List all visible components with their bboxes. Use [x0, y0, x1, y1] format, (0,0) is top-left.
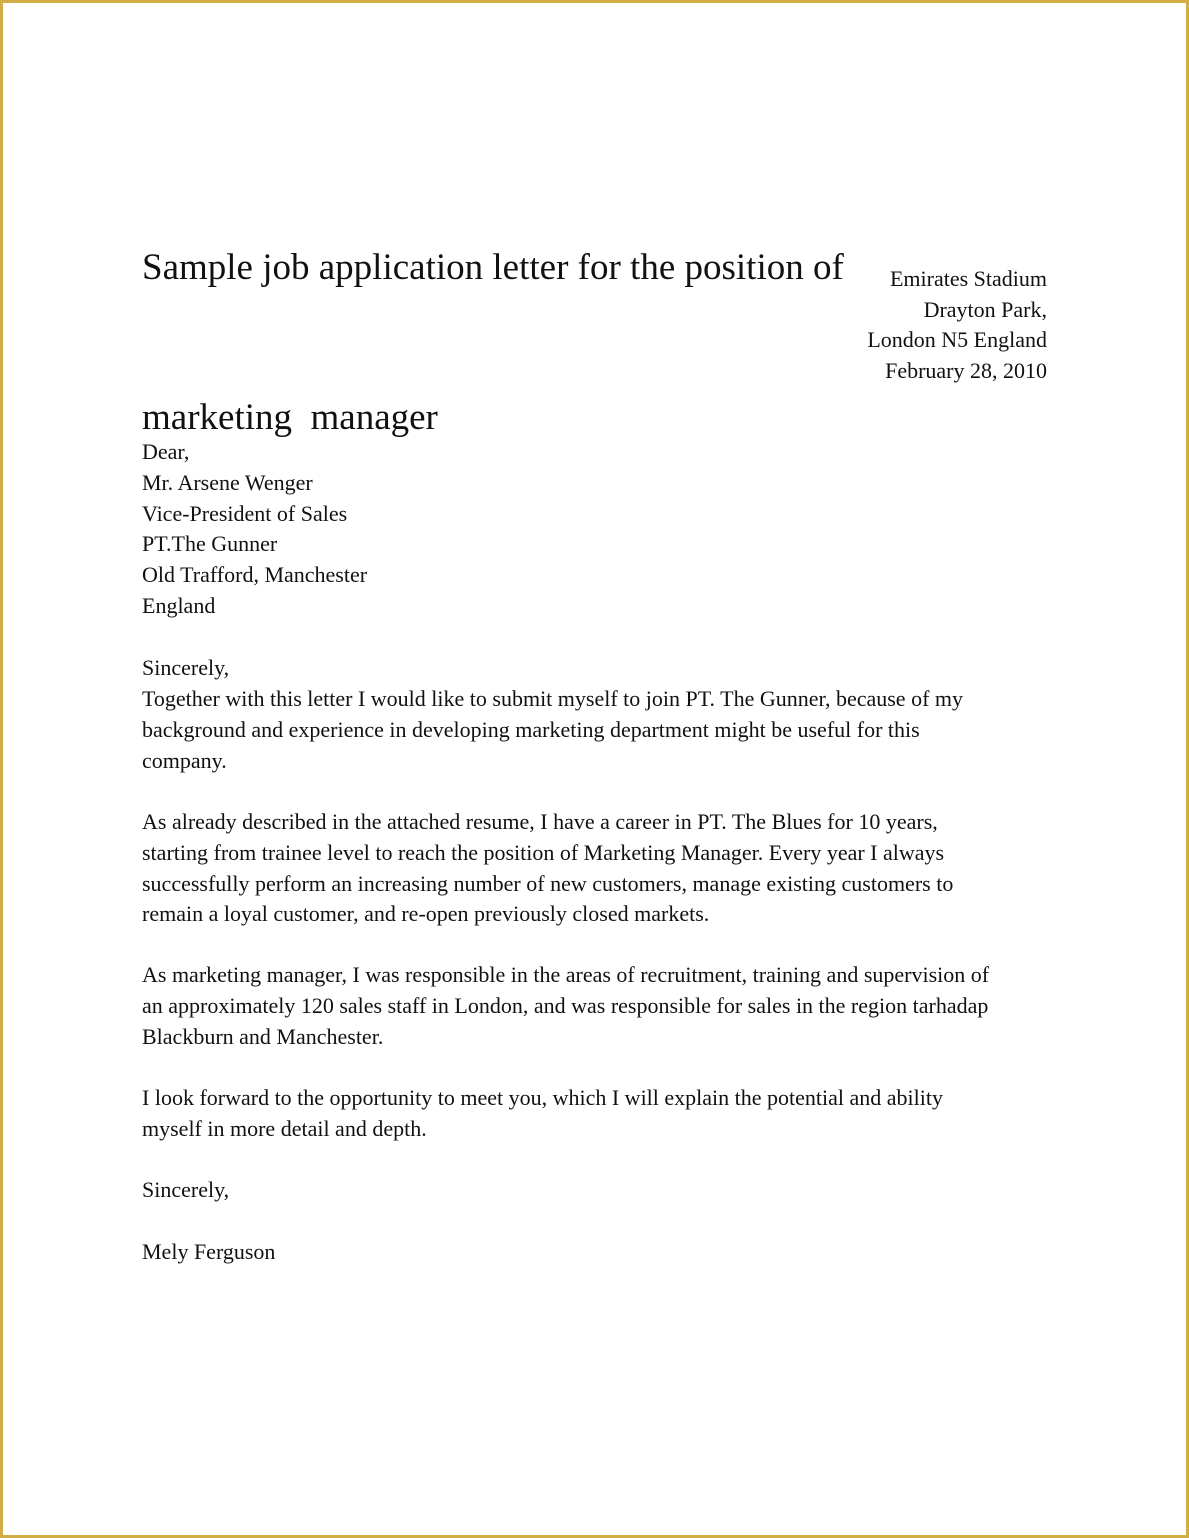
- paragraph-line: an approximately 120 sales staff in London, and was responsible for sales in the region tarhadap: [142, 992, 989, 1018]
- sender-address-line: London N5 England: [867, 327, 1047, 353]
- closing-line: [142, 1175, 229, 1206]
- paragraph-line: Blackburn and Manchester.: [142, 1023, 384, 1049]
- recipient-block: [142, 437, 367, 622]
- paragraph-line: starting from trainee level to reach the position of Marketing Manager. Every year I always: [142, 839, 945, 865]
- paragraph-line: I look forward to the opportunity to meet you, which I will explain the potential and ability: [142, 1085, 943, 1110]
- body-paragraph-4: [142, 1083, 943, 1145]
- title-line: Sample job application letter for the position of: [142, 247, 844, 288]
- paragraph-line: remain a loyal customer, and re-open previously closed markets.: [142, 901, 710, 927]
- signature-block: [142, 1237, 275, 1268]
- body-paragraph-3: [142, 960, 989, 1052]
- signature-name: Mely Ferguson: [142, 1239, 276, 1264]
- sender-address-line: Drayton Park,: [923, 296, 1047, 322]
- sender-address-block: [867, 264, 1047, 386]
- opening-line: [142, 653, 229, 684]
- paragraph-line: company.: [142, 747, 227, 773]
- paragraph-line: myself in more detail and depth.: [142, 1115, 427, 1141]
- recipient-position: Vice-President of Sales: [142, 500, 348, 526]
- title-line: marketing manager: [142, 397, 438, 438]
- paragraph-line: background and experience in developing marketing department might be useful for this: [142, 716, 920, 742]
- body-paragraph-1: [142, 684, 963, 776]
- salutation: Dear,: [142, 439, 190, 464]
- recipient-name: Mr. Arsene Wenger: [142, 469, 313, 495]
- paragraph-line: As already described in the attached resume, I have a career in PT. The Blues for 10 years,: [142, 809, 938, 834]
- paragraph-line: As marketing manager, I was responsible in the areas of recruitment, training and supervision of: [142, 962, 990, 987]
- recipient-address: Old Trafford, Manchester: [142, 562, 368, 588]
- closing-text: Sincerely,: [142, 1177, 230, 1202]
- body-paragraph-2: [142, 807, 953, 930]
- opening-text: Sincerely,: [142, 655, 230, 680]
- letter-date: February 28, 2010: [885, 357, 1047, 383]
- sender-address-line: Emirates Stadium: [889, 266, 1047, 291]
- paragraph-line: Together with this letter I would like to submit myself to join PT. The Gunner, because of my: [142, 686, 964, 711]
- recipient-company: PT.The Gunner: [142, 531, 278, 557]
- paragraph-line: successfully perform an increasing number of new customers, manage existing customers to: [142, 870, 954, 896]
- recipient-country: England: [142, 592, 216, 618]
